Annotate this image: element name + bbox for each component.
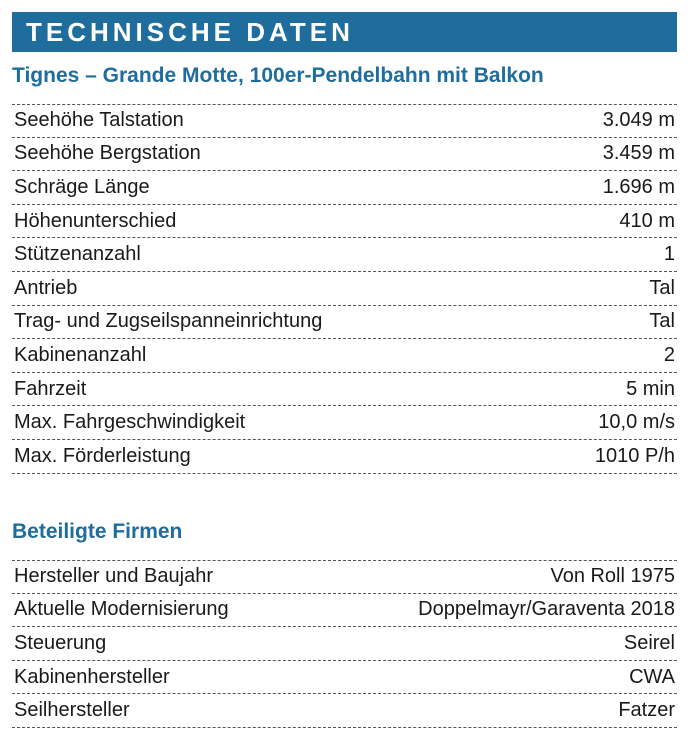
row-value: 3.049 m	[602, 109, 675, 132]
table-row	[12, 627, 677, 661]
technical-subtitle: Tignes – Grande Motte, 100er-Pendelbahn mit Balkon	[12, 64, 544, 87]
row-label: Fahrzeit	[14, 377, 87, 400]
row-label: Antrieb	[14, 276, 78, 299]
table-row	[12, 560, 677, 594]
row-value: Tal	[649, 276, 675, 299]
row-label: Trag- und Zugseilspanneinrichtung	[14, 310, 323, 333]
companies-title: Beteiligte Firmen	[12, 520, 183, 543]
page-title-banner	[12, 12, 677, 52]
table-row	[12, 238, 677, 272]
row-value: 10,0 m/s	[598, 411, 675, 434]
table-row	[12, 661, 677, 695]
row-label: Max. Fahrgeschwindigkeit	[14, 411, 246, 434]
table-row	[12, 406, 677, 440]
row-value: Von Roll 1975	[550, 565, 675, 588]
row-label: Max. Förderleistung	[14, 444, 191, 467]
page-title: TECHNISCHE DATEN	[26, 17, 354, 47]
row-value: CWA	[629, 665, 675, 688]
row-value: Doppelmayr/Garaventa 2018	[418, 598, 675, 621]
row-label: Schräge Länge	[14, 175, 150, 198]
row-value: 1.696 m	[602, 175, 675, 198]
row-label: Kabinenhersteller	[14, 665, 170, 688]
row-label: Seehöhe Bergstation	[14, 142, 201, 165]
row-label: Seehöhe Talstation	[14, 109, 184, 132]
row-label: Steuerung	[14, 631, 107, 654]
table-row	[12, 138, 677, 172]
table-row	[12, 594, 677, 628]
row-label: Höhenunterschied	[14, 209, 177, 232]
table-row	[12, 373, 677, 407]
row-label: Hersteller und Baujahr	[14, 565, 213, 588]
row-value: 3.459 m	[602, 142, 675, 165]
technical-data-table	[12, 104, 677, 474]
table-row	[12, 272, 677, 306]
row-value: 1	[663, 243, 675, 266]
table-row	[12, 171, 677, 205]
row-value: 5 min	[626, 377, 675, 400]
table-row	[12, 339, 677, 373]
row-label: Stützenanzahl	[14, 243, 141, 266]
row-value: 1010 P/h	[594, 444, 675, 467]
row-label: Aktuelle Modernisierung	[14, 598, 229, 621]
row-label: Kabinenanzahl	[14, 343, 147, 366]
row-value: 2	[663, 343, 675, 366]
row-value: Seirel	[623, 631, 675, 654]
row-value: Fatzer	[618, 699, 675, 722]
table-row	[12, 104, 677, 138]
companies-table	[12, 560, 677, 728]
row-value: Tal	[649, 310, 675, 333]
table-row	[12, 306, 677, 340]
table-row	[12, 440, 677, 474]
table-row	[12, 694, 677, 728]
row-label: Seilhersteller	[14, 699, 130, 722]
table-row	[12, 205, 677, 239]
row-value: 410 m	[619, 209, 675, 232]
